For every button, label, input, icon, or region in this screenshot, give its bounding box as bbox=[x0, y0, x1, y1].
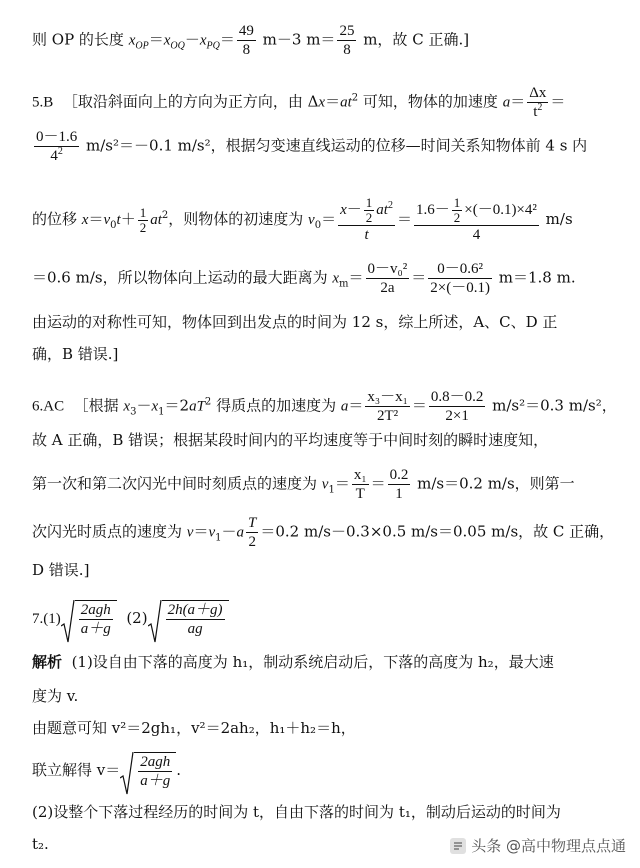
fraction-25-8: $\frac{25}{8}$ bbox=[339, 23, 355, 58]
q5-line-5: 由运动的对称性可知，物体回到出发点的时间为 12 s，综上所述，A、C、D 正 bbox=[32, 313, 558, 331]
q6-line-2: 故 A 正确，B 错误；根据某段时间内的平均速度等于中间时刻的瞬时速度知， bbox=[32, 431, 549, 449]
toutiao-logo-icon bbox=[449, 837, 467, 855]
fraction-49-8: $\frac{49}{8}$ bbox=[238, 23, 254, 58]
fraction-xm-value: $\frac{\text{0－0.6²}}{2\times(-0.1)}$ bbox=[430, 261, 490, 296]
sqrt-answer-1: $\frac{\text{2agh}}{a+g}$ bbox=[61, 600, 117, 638]
q7-answers: 7.(1) $\frac{\text{2agh}}{a+g}$ (2) $\frac{2h(a+g)}{ag}$ bbox=[32, 600, 229, 638]
analysis-line-3: 由题意可知 v²＝2gh₁，v²＝2ah₂，h₁＋h₂＝h， bbox=[32, 719, 356, 737]
q5-line-4: ＝0.6 m/s，所以物体向上运动的最大距离为 $x_m=$ $\frac{\text{0－v₀²}}{2a}$ ＝ $\frac{\text{0－0.6²}}{2\times(-0.1)}$ m＝1.8 m. bbox=[32, 261, 576, 296]
watermark bbox=[449, 835, 626, 856]
analysis-line-6: t₂. bbox=[32, 835, 49, 853]
sqrt-answer-2: $\frac{2h(a+g)}{ag}$ bbox=[148, 600, 229, 638]
fraction-a-value: $\frac{0.8-0.2}{2\times 1}$ bbox=[430, 389, 484, 424]
q5-line-6: 确，B 错误.] bbox=[32, 345, 119, 363]
fraction-xm-formula: $\frac{\text{0－v₀²}}{2a}$ bbox=[367, 261, 408, 296]
fraction-a-formula: $\frac{\text{x₃－x₁}}{\text{2T²}}$ bbox=[367, 389, 408, 424]
op-length-line: 则 OP 的长度 $x_{OP}=x_{OQ}-x_{PQ}=$ $\frac{49}{8}$ m－3 m＝ $\frac{25}{8}$ m，故 C 正确.] bbox=[32, 23, 470, 58]
q5-line-1: 5.B ［取沿斜面向上的方向为正方向，由 $\Delta x=at^2$ 可知，物体的加速度 a＝ $\frac{\Delta x}{t^2}$ ＝ bbox=[32, 85, 566, 120]
q6-line-4: 次闪光时质点的速度为 $v=v_1-a$ $\frac{T}{2}$ ＝0.2 m/s－0.3×0.5 m/s＝0.05 m/s，故 C 正确， bbox=[32, 515, 615, 550]
fraction-v0-value: 1.6－ $\frac{1}{2}$ ×(－0.1)×4² 4 bbox=[415, 195, 537, 243]
watermark-text: 头条 @高中物理点点通 bbox=[471, 837, 626, 855]
sqrt-v-result: $\frac{\text{2agh}}{a+g}$ bbox=[120, 752, 176, 790]
analysis-line-2: 度为 v. bbox=[32, 687, 79, 705]
fraction-v0-formula: x－ $\frac{1}{2}$ $at^2$ t bbox=[340, 195, 393, 243]
fraction-v1-value: $\frac{0.2}{1}$ bbox=[389, 467, 409, 502]
q6-line-1: 6.AC ［根据 $x_3-x_1=2aT^2$ 得质点的加速度为 a＝ $\frac{\text{x₃－x₁}}{\text{2T²}}$ ＝ $\frac{0.8-0.2}{2\times 1}$ m/s²＝0.3 m/s²， bbox=[32, 389, 617, 424]
analysis-heading: 解析 bbox=[32, 653, 63, 671]
fraction-dx-t2: $\frac{\Delta x}{t^2}$ bbox=[529, 85, 547, 120]
q5-line-2: $\frac{0-1.6}{4^2}$ m/s²＝－0.1 m/s²，根据匀变速直线运动的位移—时间关系知物体前 4 s 内 bbox=[36, 129, 588, 164]
fraction-0-1.6: $\frac{0-1.6}{4^2}$ bbox=[36, 129, 78, 164]
q6-line-3: 第一次和第二次闪光中间时刻质点的速度为 $v_1=$ $\frac{\text{x₁}}{T}$ ＝ $\frac{0.2}{1}$ m/s＝0.2 m/s，则第一 bbox=[32, 467, 575, 502]
analysis-line-5: (2)设整个下落过程经历的时间为 t，自由下落的时间为 t₁，制动后运动的时间为 bbox=[32, 803, 561, 821]
analysis-line-4: 联立解得 v＝ $\frac{\text{2agh}}{a+g}$ . bbox=[32, 752, 181, 790]
fraction-t-2: $\frac{T}{2}$ bbox=[248, 515, 257, 550]
analysis-line-1: 解析 (1)设自由下落的高度为 h₁，制动系统启动后，下落的高度为 h₂，最大速 bbox=[32, 653, 554, 671]
fraction-v1-formula: $\frac{\text{x₁}}{T}$ bbox=[353, 467, 367, 502]
q6-line-5: D 错误.] bbox=[32, 561, 90, 579]
q5-line-3: 的位移 $x=v_0t+$ $\frac{1}{2}$ $at^2$，则物体的初速度为 $v_0=$ x－ $\frac{1}{2}$ $at^2$ t ＝ 1.6－ $\frac{1}{2}$ ×(－0.1)×4² 4 m/s bbox=[32, 195, 573, 243]
